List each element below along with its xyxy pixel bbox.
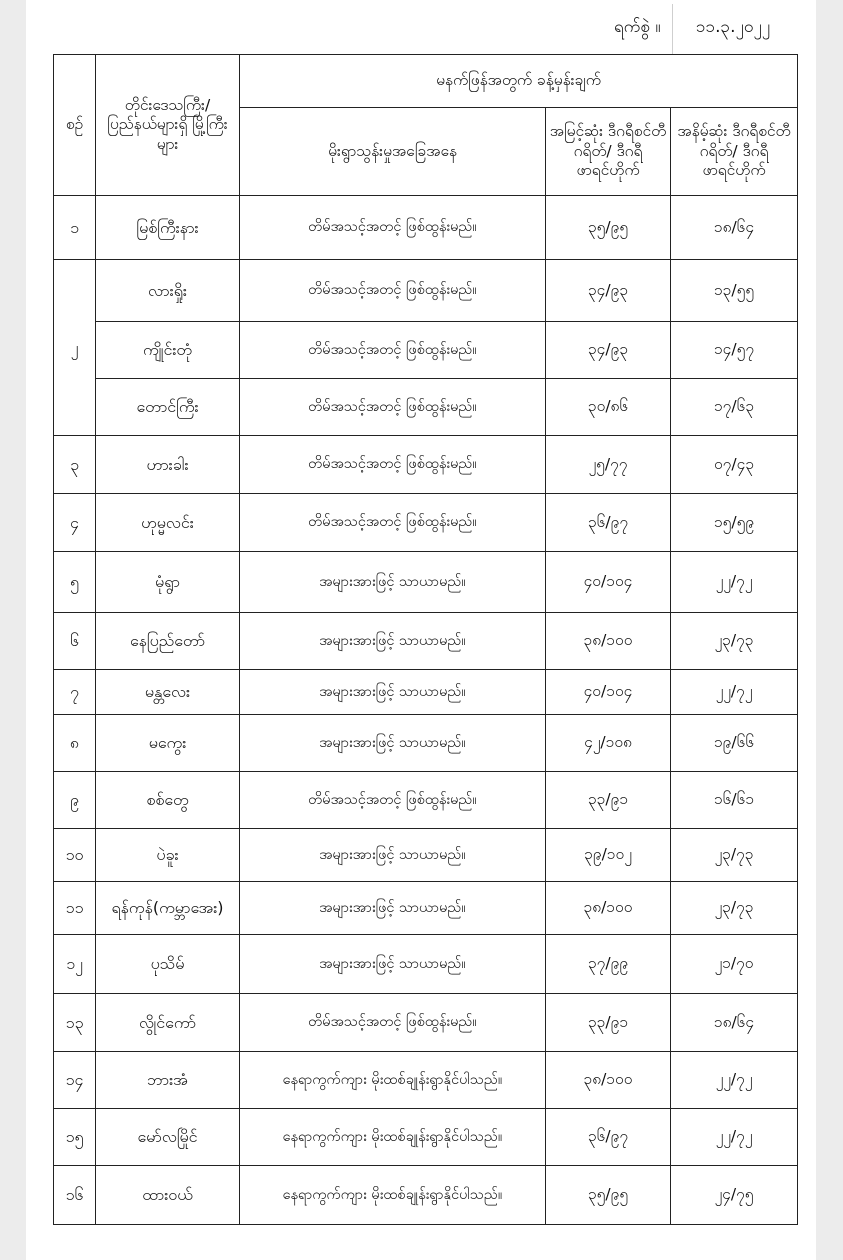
date-label: ရက်စွဲ ။ xyxy=(614,17,661,37)
min-temperature: ၂၂/၇၂ xyxy=(671,670,798,715)
table-row xyxy=(54,772,798,829)
max-temperature: ၃၈/၁၀၀ xyxy=(546,882,671,935)
city-name: မော်လမြိုင် xyxy=(96,1109,240,1166)
min-temperature: ၁၈/၆၄ xyxy=(671,994,798,1052)
max-temperature: ၃၈/၁၀၀ xyxy=(546,613,671,670)
header-condition: မိုးရွာသွန်းမှုအခြေအနေ xyxy=(240,108,546,196)
table-row xyxy=(54,494,798,552)
rain-condition: အများအားဖြင့် သာယာမည်။ xyxy=(240,670,546,715)
row-number: ၅ xyxy=(54,552,96,613)
table-row xyxy=(54,260,798,322)
row-number: ၃ xyxy=(54,436,96,494)
max-temperature: ၃၀/၈၆ xyxy=(546,379,671,436)
header-no: စဉ် xyxy=(54,55,96,196)
max-temperature: ၃၅/၉၅ xyxy=(546,196,671,260)
rain-condition: တိမ်အသင့်အတင့် ဖြစ်ထွန်းမည်။ xyxy=(240,772,546,829)
max-temperature: ၄၀/၁၀၄ xyxy=(546,670,671,715)
rain-condition: တိမ်အသင့်အတင့် ဖြစ်ထွန်းမည်။ xyxy=(240,196,546,260)
forecast-table xyxy=(53,54,798,1225)
rain-condition: တိမ်အသင့်အတင့် ဖြစ်ထွန်းမည်။ xyxy=(240,494,546,552)
rain-condition: အများအားဖြင့် သာယာမည်။ xyxy=(240,552,546,613)
date-row xyxy=(26,0,816,54)
max-temperature: ၃၄/၉၃ xyxy=(546,260,671,322)
city-name: ရန်ကုန်(ကမ္ဘာအေး) xyxy=(96,882,240,935)
header-city: တိုင်းဒေသကြီး/ ပြည်နယ်များရှိ မြို့ကြီးများ xyxy=(96,55,240,196)
table-header xyxy=(54,55,798,196)
min-temperature: ၂၃/၇၃ xyxy=(671,829,798,882)
table-row xyxy=(54,935,798,994)
table-row xyxy=(54,670,798,715)
rain-condition: အများအားဖြင့် သာယာမည်။ xyxy=(240,935,546,994)
city-name: လားရှိုး xyxy=(96,260,240,322)
max-temperature: ၄၀/၁၀၄ xyxy=(546,552,671,613)
date-separator xyxy=(672,4,673,54)
min-temperature: ၁၅/၅၉ xyxy=(671,494,798,552)
min-temperature: ၁၈/၆၄ xyxy=(671,196,798,260)
row-number: ၁၆ xyxy=(54,1166,96,1225)
table-row xyxy=(54,1109,798,1166)
rain-condition: တိမ်အသင့်အတင့် ဖြစ်ထွန်းမည်။ xyxy=(240,994,546,1052)
max-temperature: ၃၃/၉၁ xyxy=(546,994,671,1052)
min-temperature: ၂၂/၇၂ xyxy=(671,552,798,613)
max-temperature: ၃၄/၉၃ xyxy=(546,322,671,379)
rain-condition: တိမ်အသင့်အတင့် ဖြစ်ထွန်းမည်။ xyxy=(240,379,546,436)
table-row xyxy=(54,613,798,670)
table-row xyxy=(54,829,798,882)
max-temperature: ၃၅/၉၅ xyxy=(546,1166,671,1225)
row-number: ၁၃ xyxy=(54,994,96,1052)
city-name: ဟားခါး xyxy=(96,436,240,494)
city-name: မုံရွာ xyxy=(96,552,240,613)
min-temperature: ၂၃/၇၃ xyxy=(671,613,798,670)
min-temperature: ၁၇/၆၃ xyxy=(671,379,798,436)
table-row xyxy=(54,715,798,772)
header-min-temp: အနိမ့်ဆုံး ဒီဂရီစင်တီဂရိတ်/ ဒီဂရီဖာရင်ဟိုက် xyxy=(671,108,798,196)
header-max-temp: အမြင့်ဆုံး ဒီဂရီစင်တီဂရိတ်/ ဒီဂရီဖာရင်ဟိုက် xyxy=(546,108,671,196)
table-row xyxy=(54,436,798,494)
max-temperature: ၂၅/၇၇ xyxy=(546,436,671,494)
city-name: စစ်တွေ xyxy=(96,772,240,829)
min-temperature: ၁၄/၅၇ xyxy=(671,322,798,379)
rain-condition: အများအားဖြင့် သာယာမည်။ xyxy=(240,882,546,935)
row-number: ၁၀ xyxy=(54,829,96,882)
table-row xyxy=(54,379,798,436)
city-name: ကျိုင်းတုံ xyxy=(96,322,240,379)
date-value: ၁၁.၃.၂၀၂၂ xyxy=(696,17,771,37)
table-row xyxy=(54,322,798,379)
row-number: ၁ xyxy=(54,196,96,260)
city-name: မြစ်ကြီးနား xyxy=(96,196,240,260)
rain-condition: အများအားဖြင့် သာယာမည်။ xyxy=(240,715,546,772)
max-temperature: ၃၆/၉၇ xyxy=(546,494,671,552)
row-number: ၂ xyxy=(54,260,96,436)
row-number: ၆ xyxy=(54,613,96,670)
min-temperature: ၀၇/၄၃ xyxy=(671,436,798,494)
city-name: လွိုင်ကော် xyxy=(96,994,240,1052)
row-number: ၁၅ xyxy=(54,1109,96,1166)
rain-condition: နေရာကွက်ကျား မိုးထစ်ချုန်းရွာနိုင်ပါသည်။ xyxy=(240,1166,546,1225)
city-name: မကွေး xyxy=(96,715,240,772)
max-temperature: ၄၂/၁၀၈ xyxy=(546,715,671,772)
header-forecast-group: မနက်ဖြန်အတွက် ခန့်မှန်းချက် xyxy=(240,55,798,108)
table-row xyxy=(54,1166,798,1225)
city-name: ထားဝယ် xyxy=(96,1166,240,1225)
city-name: ပဲခူး xyxy=(96,829,240,882)
table-row xyxy=(54,882,798,935)
city-name: ပုသိမ် xyxy=(96,935,240,994)
row-number: ၁၂ xyxy=(54,935,96,994)
table-row xyxy=(54,994,798,1052)
min-temperature: ၂၁/၇၀ xyxy=(671,935,798,994)
row-number: ၁၄ xyxy=(54,1052,96,1109)
rain-condition: တိမ်အသင့်အတင့် ဖြစ်ထွန်းမည်။ xyxy=(240,436,546,494)
max-temperature: ၃၃/၉၁ xyxy=(546,772,671,829)
rain-condition: တိမ်အသင့်အတင့် ဖြစ်ထွန်းမည်။ xyxy=(240,260,546,322)
city-name: နေပြည်တော် xyxy=(96,613,240,670)
rain-condition: အများအားဖြင့် သာယာမည်။ xyxy=(240,613,546,670)
table-body xyxy=(54,196,798,1225)
table-row xyxy=(54,552,798,613)
max-temperature: ၃၉/၁၀၂ xyxy=(546,829,671,882)
row-number: ၁၁ xyxy=(54,882,96,935)
city-name: တောင်ကြီး xyxy=(96,379,240,436)
table-row xyxy=(54,196,798,260)
rain-condition: တိမ်အသင့်အတင့် ဖြစ်ထွန်းမည်။ xyxy=(240,322,546,379)
city-name: ဟုမ္မလင်း xyxy=(96,494,240,552)
max-temperature: ၃၈/၁၀၀ xyxy=(546,1052,671,1109)
rain-condition: အများအားဖြင့် သာယာမည်။ xyxy=(240,829,546,882)
min-temperature: ၂၂/၇၂ xyxy=(671,1109,798,1166)
max-temperature: ၃၇/၉၉ xyxy=(546,935,671,994)
row-number: ၇ xyxy=(54,670,96,715)
min-temperature: ၁၉/၆၆ xyxy=(671,715,798,772)
table-row xyxy=(54,1052,798,1109)
row-number: ၄ xyxy=(54,494,96,552)
min-temperature: ၂၄/၇၅ xyxy=(671,1166,798,1225)
city-name: ဘားအံ xyxy=(96,1052,240,1109)
max-temperature: ၃၆/၉၇ xyxy=(546,1109,671,1166)
rain-condition: နေရာကွက်ကျား မိုးထစ်ချုန်းရွာနိုင်ပါသည်။ xyxy=(240,1109,546,1166)
row-number: ၈ xyxy=(54,715,96,772)
min-temperature: ၂၃/၇၃ xyxy=(671,882,798,935)
min-temperature: ၂၂/၇၂ xyxy=(671,1052,798,1109)
min-temperature: ၁၃/၅၅ xyxy=(671,260,798,322)
city-name: မန္တလေး xyxy=(96,670,240,715)
min-temperature: ၁၆/၆၁ xyxy=(671,772,798,829)
row-number: ၉ xyxy=(54,772,96,829)
rain-condition: နေရာကွက်ကျား မိုးထစ်ချုန်းရွာနိုင်ပါသည်။ xyxy=(240,1052,546,1109)
